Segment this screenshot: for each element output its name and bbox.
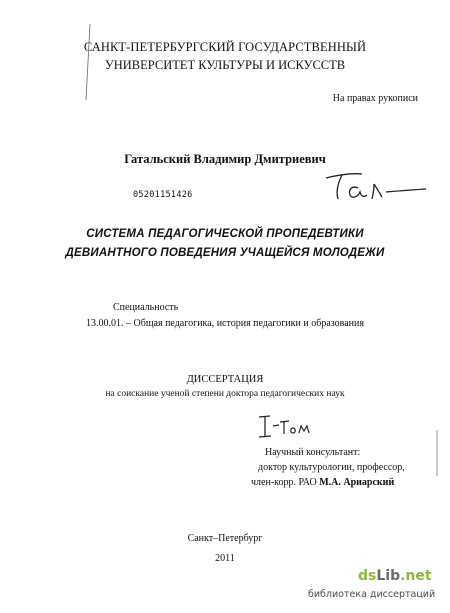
- degree-line: на соискание ученой степени доктора педагогических наук: [105, 389, 345, 399]
- dissertation-label: ДИССЕРТАЦИЯ: [186, 374, 264, 385]
- dissertation-title-line1: СИСТЕМА ПЕДАГОГИЧЕСКОЙ ПРОПЕДЕВТИКИ: [86, 228, 364, 240]
- document-code: 05201151426: [133, 190, 193, 200]
- handwritten-signature: [322, 168, 442, 208]
- specialty-value: 13.00.01. – Общая педагогика, история педагогики и образования: [86, 318, 364, 329]
- consultant-member: член-корр. РАО: [251, 477, 317, 488]
- city: Санкт–Петербург: [187, 533, 263, 544]
- dissertation-title-line2: ДЕВИАНТНОГО ПОВЕДЕНИЯ УЧАЩЕЙСЯ МОЛОДЕЖИ: [65, 247, 385, 259]
- handwritten-volume-mark: [256, 412, 316, 446]
- watermark-logo: dsLib.net: [358, 568, 432, 584]
- consultant-name: М.А. Ариарский: [319, 477, 395, 488]
- rights-note: На правах рукописи: [332, 93, 418, 104]
- consultant-label: Научный консультант:: [265, 447, 361, 458]
- scan-edge-mark: [84, 22, 94, 102]
- university-name-line2: УНИВЕРСИТЕТ КУЛЬТУРЫ И ИСКУССТВ: [104, 58, 346, 72]
- consultant-line: [251, 477, 394, 488]
- watermark-subtitle: библиотека диссертаций: [308, 589, 436, 600]
- year: 2011: [215, 553, 235, 564]
- specialty-label: Специальность: [113, 302, 179, 313]
- scan-edge-mark: [434, 428, 440, 478]
- consultant-title: доктор культурологии, профессор,: [258, 462, 405, 473]
- university-name-line1: САНКТ-ПЕТЕРБУРГСКИЙ ГОСУДАРСТВЕННЫЙ: [83, 40, 367, 54]
- author-name: Гатальский Владимир Дмитриевич: [124, 152, 326, 166]
